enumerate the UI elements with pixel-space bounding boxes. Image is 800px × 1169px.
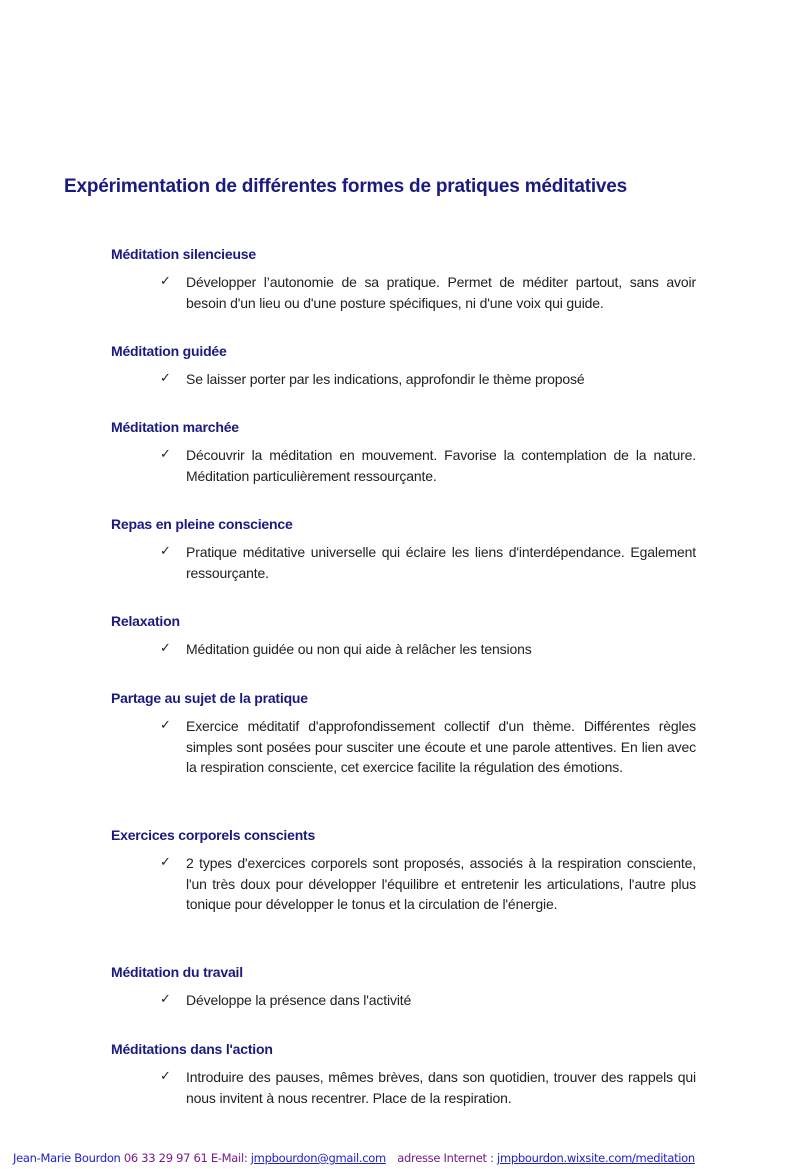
checkmark-icon: ✓ [160, 447, 171, 462]
footer-website-label: adresse Internet : [397, 1151, 494, 1165]
section-meditation-silencieuse [111, 246, 696, 313]
section-meditations-action [111, 1041, 696, 1108]
footer-website-link[interactable]: jmpbourdon.wixsite.com/meditation [497, 1151, 695, 1165]
checkmark-icon: ✓ [160, 855, 171, 870]
list-item [111, 369, 696, 390]
section-title: Méditation du travail [111, 964, 243, 980]
list-item [111, 853, 696, 915]
checkmark-icon: ✓ [160, 544, 171, 559]
section-title: Méditation silencieuse [111, 246, 256, 262]
checkmark-icon: ✓ [160, 1069, 171, 1084]
section-title: Partage au sujet de la pratique [111, 690, 308, 706]
item-text: Méditation guidée ou non qui aide à relâcher les tensions [186, 641, 532, 657]
list-item [111, 272, 696, 313]
item-text: Introduire des pauses, mêmes brèves, dans son quotidien, trouver des rappels qui nous invitent à nous recentrer. Place de la respiration. [186, 1069, 696, 1106]
list-item [111, 445, 696, 486]
item-text: 2 types d'exercices corporels sont proposés, associés à la respiration consciente, l'un très doux pour développer l'équilibre et entretenir les articulations, l'autre plus tonique pour développer le tonus et la circulation de l'énergie. [186, 855, 696, 912]
item-text: Pratique méditative universelle qui éclaire les liens d'interdépendance. Egalement ressourçante. [186, 544, 696, 581]
footer-name: Jean-Marie Bourdon [13, 1151, 121, 1165]
section-meditation-guidee [111, 343, 696, 390]
section-title: Méditation marchée [111, 419, 239, 435]
section-partage-pratique [111, 690, 696, 778]
section-title: Exercices corporels conscients [111, 827, 316, 843]
section-exercices-corporels [111, 827, 696, 915]
list-item [111, 990, 696, 1011]
list-item [111, 716, 696, 778]
section-title: Repas en pleine conscience [111, 516, 293, 532]
item-text: Se laisser porter par les indications, approfondir le thème proposé [186, 371, 585, 387]
list-item [111, 639, 696, 660]
section-title: Méditations dans l'action [111, 1041, 273, 1057]
list-item [111, 1067, 696, 1108]
item-text: Exercice méditatif d'approfondissement collectif d'un thème. Différentes règles simples sont posées pour susciter une écoute et une parole attentives. En lien avec la respiration consciente, cet exercice facilite la régulation des émotions. [186, 718, 696, 775]
checkmark-icon: ✓ [160, 274, 171, 289]
item-text: Découvrir la méditation en mouvement. Favorise la contemplation de la nature. Méditation particulièrement ressourçante. [186, 447, 696, 484]
page-footer [13, 1151, 695, 1165]
checkmark-icon: ✓ [160, 641, 171, 656]
item-text: Développer l’autonomie de sa pratique. Permet de méditer partout, sans avoir besoin d'un lieu ou d'une posture spécifiques, ni d'une voix qui guide. [186, 274, 696, 311]
section-meditation-travail [111, 964, 696, 1011]
footer-email-label: E-Mail: [210, 1151, 248, 1165]
page-title: Expérimentation de différentes formes de pratiques méditatives [64, 175, 628, 197]
item-text: Développe la présence dans l'activité [186, 992, 412, 1008]
checkmark-icon: ✓ [160, 992, 171, 1007]
section-title: Relaxation [111, 613, 180, 629]
checkmark-icon: ✓ [160, 718, 171, 733]
checkmark-icon: ✓ [160, 371, 171, 386]
section-relaxation [111, 613, 696, 660]
list-item [111, 542, 696, 583]
section-title: Méditation guidée [111, 343, 227, 359]
section-repas-pleine-conscience [111, 516, 696, 583]
footer-email-link[interactable]: jmpbourdon@gmail.com [250, 1151, 386, 1165]
footer-phone: 06 33 29 97 61 [123, 1151, 208, 1165]
section-meditation-marchee [111, 419, 696, 486]
